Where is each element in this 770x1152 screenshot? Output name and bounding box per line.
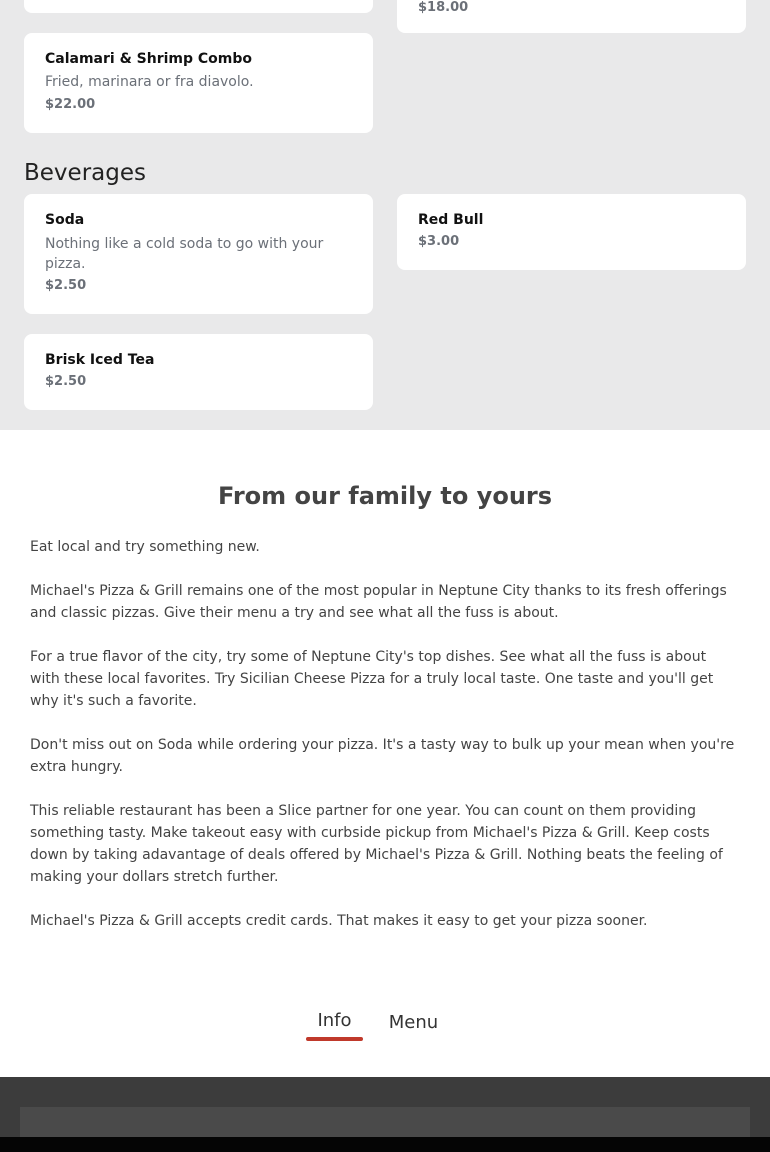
menu-item-card-soda[interactable] <box>24 194 373 314</box>
menu-item-card-brisk-iced-tea[interactable] <box>24 334 373 410</box>
menu-item-card[interactable] <box>397 0 746 33</box>
footer-bottom-bar <box>0 1137 770 1152</box>
active-tab-indicator <box>306 1037 363 1041</box>
tab-menu[interactable]: Menu <box>388 1012 439 1033</box>
menu-item-name: Calamari & Shrimp Combo <box>45 51 253 67</box>
menu-item-description: Nothing like a cold soda to go with your pizza. <box>45 236 324 272</box>
menu-item-card[interactable] <box>24 0 373 13</box>
menu-item-name: Soda <box>45 212 85 228</box>
menu-item-price: $18.00 <box>418 0 469 15</box>
menu-item-card-calamari[interactable] <box>24 33 373 133</box>
menu-item-description: Fried, marinara or fra diavolo. <box>45 74 254 90</box>
info-paragraph: Michael's Pizza & Grill remains one of the most popular in Neptune City thanks to its fresh offerings and classic pizzas. Give their menu a try and see what all the fuss is about. <box>30 583 727 621</box>
info-section <box>0 430 770 1077</box>
menu-item-price: $2.50 <box>45 278 87 293</box>
menu-item-card-red-bull[interactable] <box>397 194 746 270</box>
info-paragraph: Don't miss out on Soda while ordering your pizza. It's a tasty way to bulk up your mean when you're extra hungry. <box>30 737 735 775</box>
tab-info[interactable]: Info <box>317 1010 352 1031</box>
info-title: From our family to yours <box>217 482 553 510</box>
menu-section <box>0 0 770 430</box>
info-paragraph: Eat local and try something new. <box>30 539 260 555</box>
tab-bar <box>0 1010 770 1050</box>
menu-item-name: Brisk Iced Tea <box>45 352 155 368</box>
menu-item-price: $22.00 <box>45 97 96 112</box>
menu-item-price: $2.50 <box>45 374 87 389</box>
section-title-beverages: Beverages <box>24 160 146 186</box>
info-paragraph: This reliable restaurant has been a Slice partner for one year. You can count on them providing something tasty. Make takeout easy with curbside pickup from Michael's Pizza & Grill. Keep costs down by taking adavantage of deals offered by Michael's Pizza & Grill. Nothing beats the feeling of making your dollars stretch further. <box>30 803 723 885</box>
footer <box>0 1077 770 1152</box>
info-paragraph: Michael's Pizza & Grill accepts credit cards. That makes it easy to get your pizza sooner. <box>30 913 648 929</box>
menu-item-name: Red Bull <box>418 212 484 228</box>
info-paragraph: For a true flavor of the city, try some of Neptune City's top dishes. See what all the fuss is about with these local favorites. Try Sicilian Cheese Pizza for a truly local taste. One taste and you'll get why it's such a favorite. <box>30 649 714 709</box>
menu-item-price: $3.00 <box>418 234 460 249</box>
